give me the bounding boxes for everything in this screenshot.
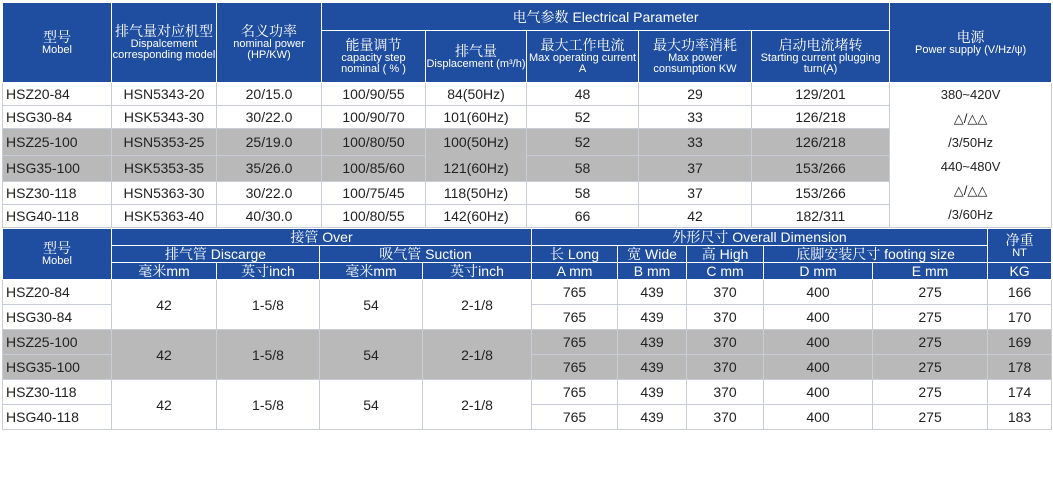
net-weight-header-en: NT (1012, 246, 1027, 259)
spec-cell-pwr: 29 (639, 83, 752, 106)
dim-cell-d: 400 (764, 405, 873, 430)
spec-cell-corr: HSK5363-40 (112, 205, 217, 228)
displacement-header-en: Displacement (m³/h) (426, 57, 526, 70)
spec-cell-power: 35/26.0 (217, 155, 322, 182)
power-supply-line: △/△△ (953, 183, 988, 198)
spec-cell-power: 30/22.0 (217, 182, 322, 205)
dim-cell-c: 370 (687, 380, 764, 405)
spec-cell-cap: 100/75/45 (322, 182, 426, 205)
capacity-step-header-cn: 能量调节 (345, 37, 402, 53)
displacement-header (426, 31, 527, 83)
dim-cell-kg: 178 (988, 355, 1052, 380)
discharge-mm-header: 毫米mm (112, 263, 217, 280)
dim-cell-a: 765 (532, 330, 618, 355)
discharge-inch-header: 英寸inch (217, 263, 320, 280)
spec-cell-cap: 100/90/70 (322, 106, 426, 129)
net-weight-header (988, 229, 1052, 263)
starting-current-header (752, 31, 890, 83)
high-header: 高 High (687, 246, 764, 263)
pipe-cell-suc-inch: 2-1/8 (423, 280, 532, 330)
spec-cell-model: HSZ25-100 (3, 129, 112, 156)
a-unit-header: A mm (532, 263, 618, 280)
spec-cell-cur: 58 (527, 155, 639, 182)
spec-cell-corr: HSN5353-25 (112, 129, 217, 156)
spec-cell-power: 20/15.0 (217, 83, 322, 106)
pipe-cell-dis-mm: 42 (112, 330, 217, 380)
suction-header: 吸气管 Suction (320, 246, 532, 263)
dim-cell-model: HSG40-118 (3, 405, 112, 430)
dim-model-header-en: Mobel (42, 255, 72, 267)
spec-cell-corr: HSN5343-20 (112, 83, 217, 106)
model-header-en: Mobel (42, 43, 72, 56)
spec-cell-cur: 48 (527, 83, 639, 106)
dim-cell-kg: 183 (988, 405, 1052, 430)
dim-cell-a: 765 (532, 305, 618, 330)
electrical-spec-table (2, 2, 1052, 228)
dim-cell-e: 275 (873, 355, 988, 380)
max-current-header (527, 31, 639, 83)
wide-header: 宽 Wide (618, 246, 687, 263)
dim-cell-b: 439 (618, 380, 687, 405)
pipe-cell-dis-inch: 1-5/8 (217, 380, 320, 430)
e-unit-header: E mm (873, 263, 988, 280)
pipe-header: 接管 Over (112, 229, 532, 246)
nominal-power-header-en: nominal power (HP/KW) (233, 38, 305, 61)
model-header (3, 3, 112, 83)
dim-cell-kg: 166 (988, 280, 1052, 305)
dim-cell-e: 275 (873, 405, 988, 430)
spec-cell-start: 126/218 (752, 106, 890, 129)
corresponding-model-header-cn: 排气量对应机型 (115, 23, 213, 39)
spec-cell-cap: 100/80/55 (322, 205, 426, 228)
electrical-parameter-header: 电气参数 Electrical Parameter (322, 3, 890, 31)
spec-cell-corr: HSK5353-35 (112, 155, 217, 182)
b-unit-header: B mm (618, 263, 687, 280)
power-supply-line: 440~480V (940, 159, 1001, 174)
power-supply-line: /3/50Hz (948, 135, 993, 150)
spec-cell-model: HSG30-84 (3, 106, 112, 129)
d-unit-header: D mm (764, 263, 873, 280)
spec-cell-disp: 118(50Hz) (426, 182, 527, 205)
dim-cell-c: 370 (687, 405, 764, 430)
spec-cell-model: HSZ20-84 (3, 83, 112, 106)
spec-cell-disp: 142(60Hz) (426, 205, 527, 228)
spec-cell-model: HSZ30-118 (3, 182, 112, 205)
pipe-cell-suc-mm: 54 (320, 330, 423, 380)
dim-cell-model: HSZ30-118 (3, 380, 112, 405)
corresponding-model-header-en: Dispalcement corresponding model (112, 38, 216, 61)
c-unit-header: C mm (687, 263, 764, 280)
dim-cell-d: 400 (764, 280, 873, 305)
dim-cell-a: 765 (532, 280, 618, 305)
overall-dimension-header: 外形尺寸 Overall Dimension (532, 229, 988, 246)
dimension-table (2, 228, 1052, 430)
dim-cell-b: 439 (618, 330, 687, 355)
power-supply-line: /3/60Hz (948, 207, 993, 222)
dim-cell-c: 370 (687, 305, 764, 330)
spec-cell-corr: HSK5343-30 (112, 106, 217, 129)
dim-cell-kg: 170 (988, 305, 1052, 330)
max-power-header-en: Max power consumption KW (653, 52, 737, 75)
spec-cell-start: 126/218 (752, 129, 890, 156)
starting-current-header-cn: 启动电流堵转 (778, 37, 863, 53)
starting-current-header-en: Starting current plugging turn(A) (760, 52, 881, 75)
spec-cell-pwr: 33 (639, 106, 752, 129)
spec-cell-pwr: 33 (639, 129, 752, 156)
dim-cell-e: 275 (873, 305, 988, 330)
spec-cell-pwr: 37 (639, 155, 752, 182)
power-supply-header-en: Power supply (V/Hz/ψ) (914, 43, 1027, 56)
spec-cell-start: 153/266 (752, 155, 890, 182)
dim-cell-model: HSZ20-84 (3, 280, 112, 305)
spec-cell-pwr: 42 (639, 205, 752, 228)
spec-cell-disp: 84(50Hz) (426, 83, 527, 106)
pipe-cell-suc-inch: 2-1/8 (423, 330, 532, 380)
spec-cell-model: HSG35-100 (3, 155, 112, 182)
net-weight-header-cn: 净重 (1005, 231, 1034, 248)
spec-cell-start: 182/311 (752, 205, 890, 228)
spec-cell-disp: 101(60Hz) (426, 106, 527, 129)
spec-cell-cap: 100/80/50 (322, 129, 426, 156)
capacity-step-header (322, 31, 426, 83)
pipe-cell-dis-inch: 1-5/8 (217, 280, 320, 330)
spec-cell-power: 25/19.0 (217, 129, 322, 156)
model-header-cn: 型号 (43, 28, 71, 45)
spec-cell-cur: 58 (527, 182, 639, 205)
dim-cell-e: 275 (873, 330, 988, 355)
power-supply-header-cn: 电源 (956, 28, 985, 45)
dim-cell-d: 400 (764, 380, 873, 405)
dimension-row (3, 280, 1052, 305)
dim-cell-b: 439 (618, 280, 687, 305)
pipe-cell-suc-mm: 54 (320, 280, 423, 330)
pipe-cell-dis-mm: 42 (112, 380, 217, 430)
power-supply-line: 380~420V (940, 87, 1001, 102)
spec-row (3, 83, 1052, 106)
max-current-header-en: Max operating current A (529, 52, 636, 75)
dim-cell-model: HSZ25-100 (3, 330, 112, 355)
dim-cell-d: 400 (764, 330, 873, 355)
dim-cell-d: 400 (764, 355, 873, 380)
spec-cell-pwr: 37 (639, 182, 752, 205)
pipe-cell-suc-inch: 2-1/8 (423, 380, 532, 430)
power-supply-line: △/△△ (953, 111, 988, 126)
kg-unit-header: KG (988, 263, 1052, 280)
pipe-cell-dis-mm: 42 (112, 280, 217, 330)
spec-cell-cur: 66 (527, 205, 639, 228)
dim-cell-model: HSG30-84 (3, 305, 112, 330)
spec-cell-cur: 52 (527, 129, 639, 156)
capacity-step-header-en: capacity step nominal ( % ) (341, 52, 406, 75)
spec-cell-power: 30/22.0 (217, 106, 322, 129)
spec-cell-disp-line: 121(60Hz) (443, 160, 509, 176)
nominal-power-header (217, 3, 322, 83)
max-power-header (639, 31, 752, 83)
spec-cell-power: 40/30.0 (217, 205, 322, 228)
dimension-row (3, 330, 1052, 355)
dim-cell-b: 439 (618, 305, 687, 330)
spec-cell-start: 129/201 (752, 83, 890, 106)
suction-inch-header: 英寸inch (423, 263, 532, 280)
dim-cell-d: 400 (764, 305, 873, 330)
dim-cell-model: HSG35-100 (3, 355, 112, 380)
spec-cell-cur: 52 (527, 106, 639, 129)
dim-cell-kg: 169 (988, 330, 1052, 355)
dim-cell-c: 370 (687, 280, 764, 305)
nominal-power-header-cn: 名义功率 (241, 23, 297, 39)
pipe-cell-dis-inch: 1-5/8 (217, 330, 320, 380)
dim-cell-c: 370 (687, 330, 764, 355)
spec-cell-disp-line: 100(50Hz) (443, 134, 509, 150)
spec-cell-disp (426, 129, 527, 182)
spec-cell-start: 153/266 (752, 182, 890, 205)
max-current-header-cn: 最大工作电流 (540, 37, 625, 53)
dim-model-header-cn: 型号 (43, 240, 71, 256)
dimension-row (3, 380, 1052, 405)
dim-cell-c: 370 (687, 355, 764, 380)
pipe-cell-suc-mm: 54 (320, 380, 423, 430)
discharge-header: 排气管 Discarge (112, 246, 320, 263)
footing-size-header: 底脚安装尺寸 footing size (764, 246, 988, 263)
dim-cell-e: 275 (873, 380, 988, 405)
spec-cell-model: HSG40-118 (3, 205, 112, 228)
corresponding-model-header (112, 3, 217, 83)
power-supply-header (890, 3, 1052, 83)
max-power-header-cn: 最大功率消耗 (653, 37, 737, 53)
spec-cell-cap: 100/90/55 (322, 83, 426, 106)
dim-cell-b: 439 (618, 355, 687, 380)
spec-cell-cap: 100/85/60 (322, 155, 426, 182)
dim-model-header (3, 229, 112, 280)
dim-cell-e: 275 (873, 280, 988, 305)
suction-mm-header: 毫米mm (320, 263, 423, 280)
dim-cell-a: 765 (532, 405, 618, 430)
power-supply-cell (890, 83, 1052, 228)
dim-cell-b: 439 (618, 405, 687, 430)
dim-cell-a: 765 (532, 355, 618, 380)
displacement-header-cn: 排气量 (455, 42, 497, 59)
spec-cell-corr: HSN5363-30 (112, 182, 217, 205)
long-header: 长 Long (532, 246, 618, 263)
dim-cell-a: 765 (532, 380, 618, 405)
dim-cell-kg: 174 (988, 380, 1052, 405)
